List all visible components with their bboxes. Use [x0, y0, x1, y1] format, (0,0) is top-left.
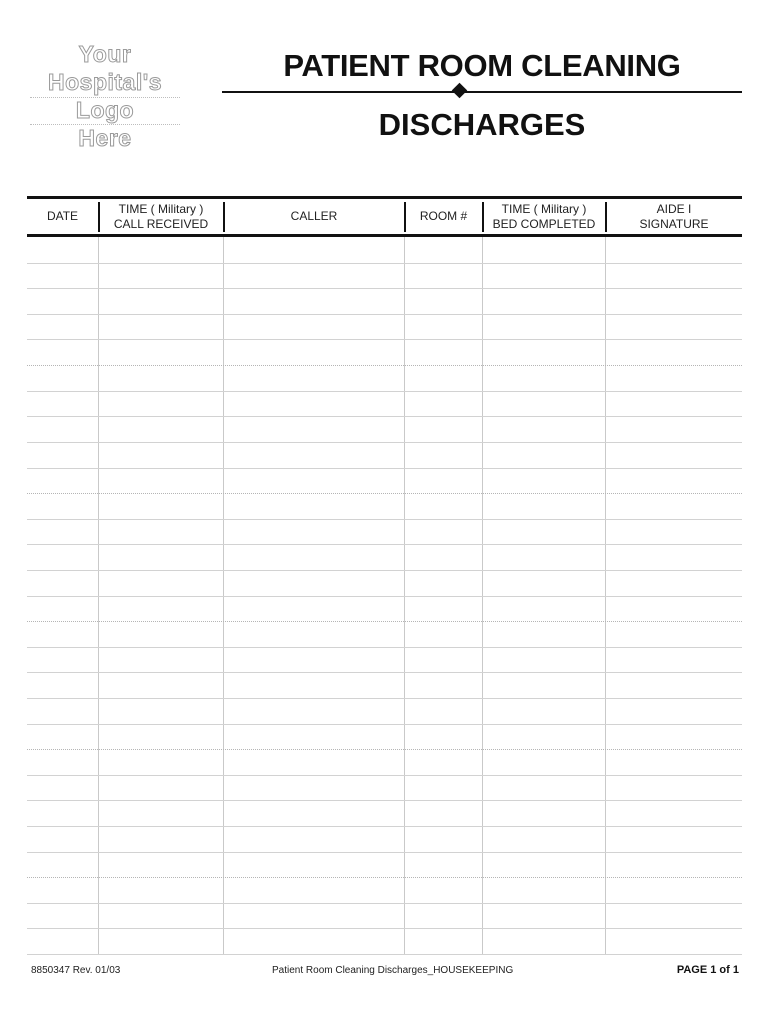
- cleaning-log-table: [27, 196, 742, 954]
- table-row: [27, 365, 742, 366]
- table-row: [27, 954, 742, 955]
- column-header-label: DATE: [46, 209, 79, 223]
- logo-text-line: Logo: [75, 97, 135, 123]
- table-row: [27, 877, 742, 878]
- column-header-label: CALLER: [290, 209, 338, 223]
- logo-text-line: Your: [78, 41, 132, 67]
- table-row: [27, 339, 742, 340]
- diamond-ornament-icon: [452, 83, 468, 99]
- table-header-bottom-rule: [27, 234, 742, 237]
- column-header-label: TIME ( Military ): [118, 201, 204, 216]
- column-header-bed-completed: [483, 199, 605, 234]
- table-row: [27, 391, 742, 392]
- table-row: [27, 647, 742, 648]
- table-row: [27, 800, 742, 801]
- table-row: [27, 570, 742, 571]
- logo-text-line: Hospital's: [48, 69, 162, 95]
- logo-divider: [30, 124, 180, 125]
- table-row: [27, 698, 742, 699]
- table-row: [27, 442, 742, 443]
- page-indicator: PAGE 1 of 1: [676, 964, 739, 976]
- logo-text-line: Here: [78, 125, 132, 151]
- table-row: [27, 468, 742, 469]
- table-row: [27, 416, 742, 417]
- column-header-room: [405, 199, 482, 234]
- table-row: [27, 826, 742, 827]
- form-subtitle: DISCHARGES: [378, 107, 586, 142]
- table-row: [27, 903, 742, 904]
- table-row: [27, 596, 742, 597]
- table-row: [27, 749, 742, 750]
- table-row: [27, 314, 742, 315]
- table-row: [27, 672, 742, 673]
- table-row: [27, 775, 742, 776]
- column-header-sublabel: SIGNATURE: [639, 216, 709, 231]
- table-row: [27, 493, 742, 494]
- column-header-caller: [224, 199, 404, 234]
- column-header-aide-signature: [606, 199, 742, 234]
- column-header-date: [27, 199, 98, 234]
- column-header-sublabel: CALL RECEIVED: [113, 216, 209, 231]
- form-number: 8850347 Rev. 01/03: [31, 965, 121, 976]
- column-header-label: TIME ( Military ): [501, 201, 587, 216]
- column-header-label: ROOM #: [419, 209, 468, 223]
- column-header-call-received: [99, 199, 223, 234]
- table-row: [27, 519, 742, 520]
- logo-divider: [30, 97, 180, 98]
- form-title: PATIENT ROOM CLEANING: [283, 48, 681, 83]
- table-row: [27, 263, 742, 264]
- table-row: [27, 852, 742, 853]
- column-header-label: AIDE I: [656, 201, 692, 216]
- title-divider: [222, 91, 742, 93]
- column-header-sublabel: BED COMPLETED: [492, 216, 596, 231]
- table-row: [27, 724, 742, 725]
- table-row: [27, 621, 742, 622]
- document-name: Patient Room Cleaning Discharges_HOUSEKEEPING: [272, 965, 514, 976]
- table-row: [27, 928, 742, 929]
- table-row: [27, 544, 742, 545]
- table-row: [27, 288, 742, 289]
- hospital-logo-placeholder: [30, 40, 180, 160]
